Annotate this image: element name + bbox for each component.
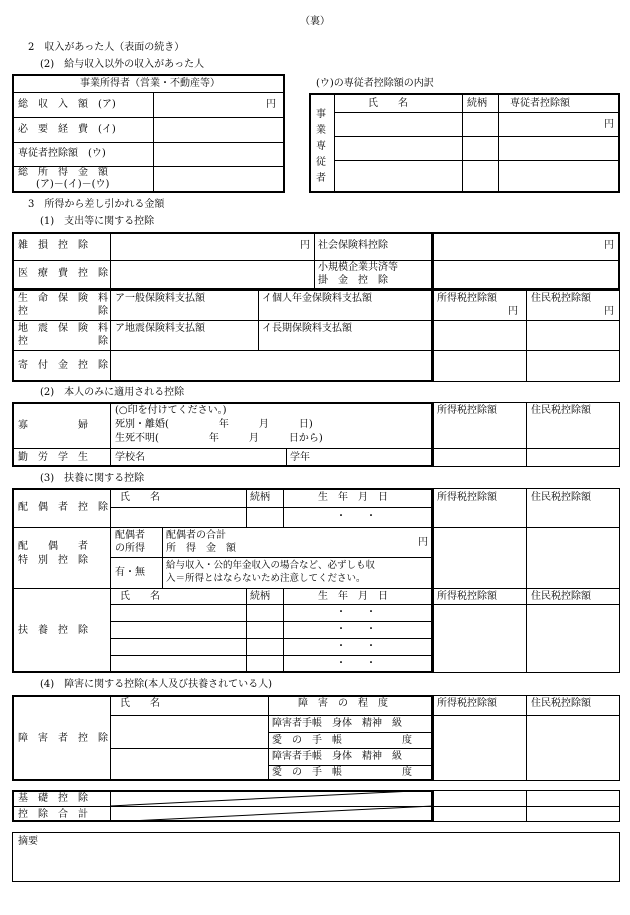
has-none-toggle[interactable]: 有・無 — [115, 567, 145, 578]
expenses-field[interactable] — [154, 118, 284, 142]
section3-sub4: (4) 障害に関する控除(本人及び扶養されている人) — [40, 679, 272, 690]
disability-deduction-label: 障 害 者 控 除 — [18, 733, 108, 744]
total-income-field[interactable] — [154, 93, 284, 117]
row-net-income-label: 総 所 得 金 額 — [18, 167, 108, 178]
yen-label: 円 — [604, 240, 614, 251]
col-name-header: 氏 名 — [120, 591, 160, 602]
remarks-box[interactable] — [12, 832, 620, 882]
long-term-premium-label: イ長期保険料支払額 — [262, 323, 352, 334]
life-insurance-label: 生 命 保 険 料 — [18, 293, 108, 304]
spouse-total-income-label2: 所 得 金 額 — [166, 543, 236, 554]
basic-deduction-label: 基 礎 控 除 — [18, 793, 88, 804]
spouse-total-income-label: 配偶者の合計 — [166, 530, 226, 541]
family-worker-title: (ウ)の専従者控除額の内訳 — [316, 78, 434, 89]
col-name-header: 氏 名 — [120, 492, 160, 503]
pension-premium-label: イ個人年金保険料支払額 — [262, 293, 372, 304]
income-tax-col-header: 所得税控除額 — [437, 405, 497, 416]
resident-tax-col-header: 住民税控除額 — [531, 293, 591, 304]
col-relation-header: 続柄 — [250, 591, 270, 602]
section3-sub3: (3) 扶養に関する控除 — [40, 473, 145, 484]
yen-label: 円 — [508, 306, 518, 317]
special-spouse-label2: 特 別 控 除 — [18, 555, 88, 566]
small-business-label: 小規模企業共済等 — [318, 262, 398, 273]
row-expenses-label: 必 要 経 費 (イ) — [18, 124, 116, 135]
spouse-income-label2: の所得 — [115, 543, 145, 554]
earthquake-insurance-label: 地 震 保 険 料 — [18, 323, 108, 334]
family-deduction-field[interactable] — [154, 143, 284, 166]
income-tax-col-header: 所得税控除額 — [437, 591, 497, 602]
widow-missing-line: 生死不明( 年 月 日から) — [115, 433, 323, 444]
yen-label: 円 — [604, 306, 614, 317]
special-spouse-label: 配 偶 者 — [18, 541, 88, 552]
resident-tax-col-header: 住民税控除額 — [531, 405, 591, 416]
widow-bereaved-line: 死別・離婚( 年 月 日) — [115, 419, 313, 430]
medical-label: 医 療 費 控 除 — [18, 268, 108, 279]
family-worker-table — [309, 93, 620, 193]
business-table-header: 事業所得者（営業・不動産等） — [80, 78, 220, 89]
general-premium-label: ア一般保険料支払額 — [115, 293, 205, 304]
widow-instruction: (○印を付けてください。) — [115, 405, 227, 416]
family-worker-side-label: 事 業 専 従 者 — [316, 109, 326, 184]
section2-sub: (2) 給与収入以外の収入があった人 — [40, 59, 205, 70]
social-insurance-label: 社会保険料控除 — [318, 240, 388, 251]
row-total-income-label: 総 収 入 額 (ア) — [18, 99, 116, 110]
income-tax-col-header: 所得税控除額 — [437, 698, 497, 709]
col-birthdate-header: 生 年 月 日 — [318, 591, 388, 602]
income-note2: 入＝所得とはならないため注意してください。 — [166, 573, 366, 584]
section3-heading: 3 所得から差し引かれる金額 — [28, 199, 165, 210]
strike-through-lines — [110, 790, 433, 822]
birthdate-dots: ・ ・ — [336, 658, 376, 669]
casualty-loss-label: 雑 損 控 除 — [18, 240, 88, 251]
ai-techo-line: 愛 の 手 帳 度 — [272, 735, 412, 746]
disability-certificate-line: 障害者手帳 身体 精神 級 — [272, 751, 402, 762]
disability-certificate-line: 障害者手帳 身体 精神 級 — [272, 718, 402, 729]
birthdate-dots: ・ ・ — [336, 607, 376, 618]
earthquake-insurance-label2: 控 除 — [18, 336, 108, 347]
remarks-label: 摘要 — [18, 836, 38, 847]
yen-label: 円 — [300, 240, 310, 251]
birthdate-dots: ・ ・ — [336, 641, 376, 652]
col-name-header: 氏 名 — [120, 698, 160, 709]
row-family-deduction-label: 専従者控除額 (ウ) — [18, 148, 106, 159]
working-student-label: 勤 労 学 生 — [18, 452, 88, 463]
small-business-label2: 掛 金 控 除 — [318, 275, 388, 286]
page-title: （裏） — [300, 16, 330, 27]
donation-label: 寄 付 金 控 除 — [18, 360, 108, 371]
yen-label: 円 — [418, 537, 428, 548]
col-degree-header: 障 害 の 程 度 — [298, 698, 388, 709]
dependent-deduction-label: 扶 養 控 除 — [18, 625, 88, 636]
net-income-field[interactable] — [154, 167, 284, 192]
ai-techo-line: 愛 の 手 帳 度 — [272, 767, 412, 778]
col-name-header: 氏 名 — [368, 98, 408, 109]
earthquake-premium-label: ア地震保険料支払額 — [115, 323, 205, 334]
school-name-label: 学校名 — [115, 452, 145, 463]
row-net-income-formula: (ア)－(イ)－(ウ) — [36, 179, 110, 190]
life-insurance-label2: 控 除 — [18, 306, 108, 317]
col-deduction-header: 専従者控除額 — [510, 98, 570, 109]
yen-label: 円 — [266, 99, 276, 110]
birthdate-dots: ・ ・ — [336, 624, 376, 635]
col-relation-header: 続柄 — [467, 98, 487, 109]
resident-tax-col-header: 住民税控除額 — [531, 492, 591, 503]
income-tax-col-header: 所得税控除額 — [437, 492, 497, 503]
school-year-label: 学年 — [290, 452, 310, 463]
spouse-income-label: 配偶者 — [115, 530, 145, 541]
resident-tax-col-header: 住民税控除額 — [531, 698, 591, 709]
section2-heading: 2 収入があった人（表面の続き） — [28, 42, 185, 53]
section3-sub2: (2) 本人のみに適用される控除 — [40, 387, 185, 398]
resident-tax-col-header: 住民税控除額 — [531, 591, 591, 602]
section3-sub1: (1) 支出等に関する控除 — [40, 216, 155, 227]
col-birthdate-header: 生 年 月 日 — [318, 492, 388, 503]
widow-label: 寡 婦 — [18, 420, 88, 431]
birthdate-dots: ・ ・ — [336, 511, 376, 522]
income-note: 給与収入・公的年金収入の場合など、必ずしも収 — [166, 560, 376, 571]
income-tax-col-header: 所得税控除額 — [437, 293, 497, 304]
total-deduction-label: 控 除 合 計 — [18, 809, 88, 820]
spouse-deduction-label: 配 偶 者 控 除 — [18, 502, 108, 513]
yen-label: 円 — [604, 119, 614, 130]
col-relation-header: 続柄 — [250, 492, 270, 503]
